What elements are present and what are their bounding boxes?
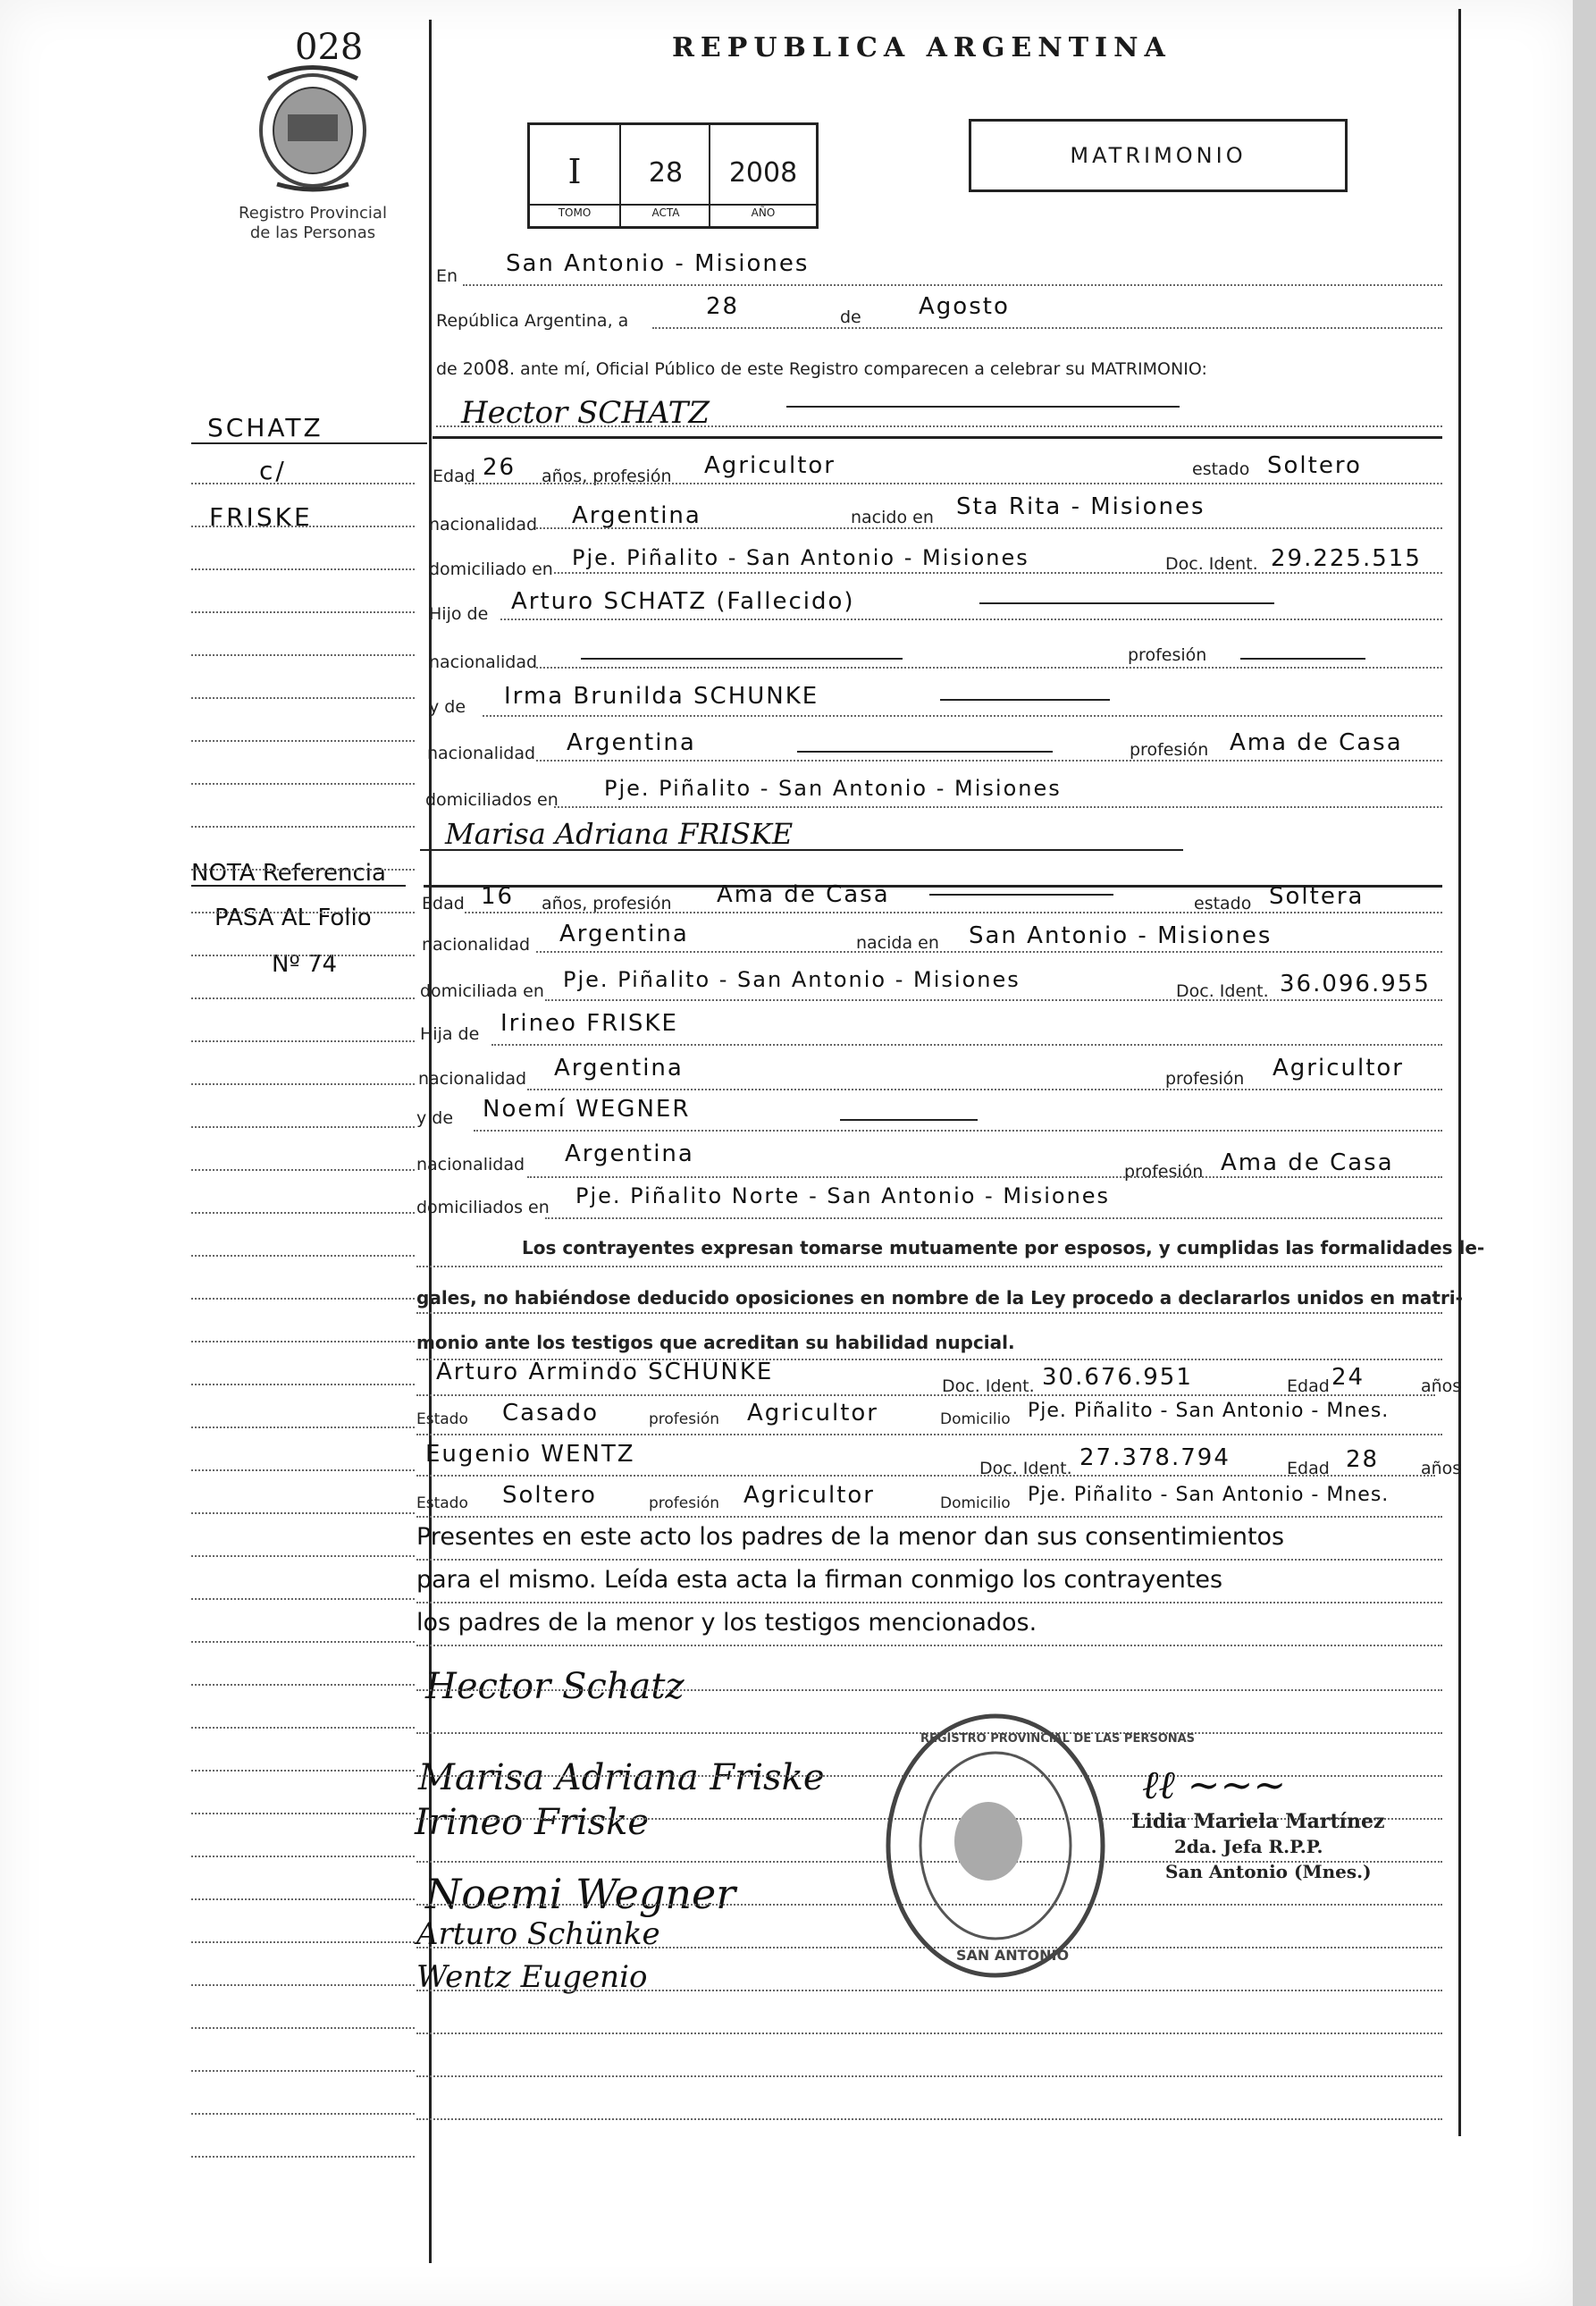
witness-1-profession: Agricultor (747, 1400, 878, 1427)
groom-status: Soltero (1267, 452, 1362, 479)
official-block: Lidia Mariela Martínez 2da. Jefa R.P.P. San Antonio (Mnes.) (1131, 1810, 1385, 1882)
groom-father: Arturo SCHATZ (Fallecido) (511, 588, 855, 615)
margin-note-3: Nº 74 (272, 951, 338, 978)
margin-note-2: PASA AL Folio (214, 905, 372, 931)
witness-1-status: Casado (502, 1400, 599, 1427)
signature-bride: Marisa Adriana Friske (418, 1757, 825, 1798)
groom-mother: Irma Brunilda SCHUNKE (504, 683, 819, 710)
signature-ruled-line (416, 1990, 1442, 1991)
witness-2-doc: 27.378.794 (1079, 1444, 1231, 1471)
country-title: REPUBLICA ARGENTINA (672, 32, 1172, 63)
groom-parents-address: Pje. Piñalito - San Antonio - Misiones (604, 776, 1062, 801)
margin-ruled-line (191, 1512, 415, 1514)
bride-mother: Noemí WEGNER (483, 1096, 691, 1123)
margin-ruled-line (191, 526, 415, 527)
margin-ruled-line (191, 611, 415, 613)
stamp-text-bottom: SAN ANTONIO (956, 1947, 1070, 1964)
margin-ruled-line (191, 955, 415, 956)
groom-age: 26 (483, 454, 517, 481)
bride-father-nationality: Argentina (554, 1055, 684, 1081)
margin-ruled-line (191, 783, 415, 785)
margin-ruled-line (191, 1212, 415, 1214)
margin-ruled-line (191, 483, 415, 484)
margin-ruled-line (191, 2113, 415, 2115)
margin-ruled-line (191, 1684, 415, 1686)
margin-ruled-line (191, 1083, 415, 1085)
margin-ruled-line (191, 1341, 415, 1342)
groom-mother-profession: Ama de Casa (1230, 729, 1403, 756)
act-type-box: MATRIMONIO (969, 119, 1348, 192)
margin-ruled-line (191, 1469, 415, 1471)
signature-ruled-line (416, 2075, 1442, 2077)
bride-parents-address: Pje. Piñalito Norte - San Antonio - Misiones (575, 1183, 1111, 1208)
groom-profession: Agricultor (704, 452, 836, 479)
document-sheet: 028 Registro Provincial de las Personas REPUBLICA ARGENTINA I 28 2008 TOMO ACTA AÑO MATRIMONIO SCHATZ c/ FRISKE NOTA Referencia PASA AL Folio Nº 74 En San Antonio - Misiones República Argentina, a 28 de Agosto de 2008. ante mí, Oficial Público de este Registro comparecen a celebrar su MATRIMONIO: Hector SCHATZ Edad 26 años, profesión Agricultor estado Soltero nacionalidad Argentina nacido en Sta Rita - Misiones domiciliado en Pje. Piñalito - San Antonio - Misiones Doc. Ident. 29.225.515 Hijo de Arturo SCHATZ (Fallecido) nacionalidad profesión y de Irma Brunilda SCHUNKE nacionalidad Argentina profesión Ama de Casa domiciliados en Pje. Piñalito - San Antonio - Misiones Marisa Adriana FRISKE Edad 16 años, profesión Ama de Casa estado Soltera nacionalidad Argentina nacida en San Antonio - Misiones domiciliada en Pje. Piñalito - San Antonio - Misiones Doc. Ident. 36.096.955 Hija de Irineo FRISKE nacionalidad Argentina profesión Agricultor y de Noemí WEGNER nacionalidad Argentina profesión Ama de Casa domiciliados en Pje. Piñalito Norte - San Antonio - Misiones Los contrayentes expresan tomarse mutuamente por esposos, y cumplidas las formalidades le- gales, no habiéndose deducido oposiciones en nombre de la Ley procedo a declararlos unidos en matri- monio ante los testigos que acreditan su habilidad nupcial. Arturo Armindo SCHUNKE Doc. Ident. 30.676.951 Edad 24 años Estado Casado profesión Agricultor Domicilio Pje. Piñalito - San Antonio - Mnes. Eugenio WENTZ Doc. Ident. 27.378.794 Edad 28 años Estado Soltero profesión Agricultor Domicilio Pje. Piñalito - San Antonio - Mnes. Presentes en este acto los padres de la menor dan sus consentimientos para el mismo. Leída esta acta la firman conmigo los contrayentes los padres de la menor y los testigos mencionados. Hector Schatz Marisa Adriana Friske Irineo Friske Noemi Wegner Arturo Schünke Wentz Eugenio REGISTRO PROVINCIAL DE LAS PERSONAS SAN ANTONIO ℓℓ ~~~ Lidia Mariela Martínez 2da. Jefa R.P.P. San Antonio (Mnes.) (0, 0, 1573, 2306)
margin-ruled-line (191, 1298, 415, 1300)
note-line-1: Presentes en este acto los padres de la menor dan sus consentimientos (416, 1523, 1285, 1551)
signature-bride-mother: Noemi Wegner (425, 1870, 736, 1918)
margin-ruled-line (191, 912, 415, 913)
right-rule (1458, 9, 1461, 2136)
groom-birthplace: Sta Rita - Misiones (956, 493, 1205, 520)
official-round-stamp (879, 1707, 1112, 1984)
witness-2-status: Soltero (502, 1482, 597, 1509)
margin-note-1: NOTA Referencia (191, 860, 386, 887)
bride-father: Irineo FRISKE (500, 1010, 678, 1037)
bride-birthplace: San Antonio - Misiones (969, 922, 1273, 949)
margin-ruled-line (191, 740, 415, 742)
bride-doc: 36.096.955 (1280, 971, 1431, 997)
groom-mother-nationality: Argentina (567, 729, 696, 756)
margin-ruled-line (191, 1598, 415, 1600)
declaration-line-2: gales, no habiéndose deducido oposiciones en nombre de la Ley procedo a declararlos unidos en matri- (416, 1287, 1463, 1309)
margin-ruled-line (191, 1040, 415, 1042)
witness-2-profession: Agricultor (743, 1482, 875, 1509)
bride-age: 16 (481, 883, 515, 910)
margin-ruled-line (191, 654, 415, 656)
margin-ruled-line (191, 826, 415, 828)
margin-ruled-line (191, 1384, 415, 1385)
reference-box: I 28 2008 TOMO ACTA AÑO (527, 122, 819, 229)
declaration-line-1: Los contrayentes expresan tomarse mutuamente por esposos, y cumplidas las formalidades le- (522, 1237, 1485, 1258)
acta-value: 28 (648, 157, 684, 189)
official-signature-icon: ℓℓ ~~~ (1142, 1763, 1287, 1808)
margin-ruled-line (191, 1255, 415, 1257)
marriage-month: Agosto (919, 293, 1010, 320)
declaration-line-3: monio ante los testigos que acreditan su habilidad nupcial. (416, 1332, 1015, 1353)
bride-father-profession: Agricultor (1273, 1055, 1404, 1081)
bride-name: Marisa Adriana FRISKE (445, 817, 794, 851)
margin-ruled-line (191, 1641, 415, 1643)
witness-1-address: Pje. Piñalito - San Antonio - Mnes. (1028, 1400, 1390, 1422)
margin-ruled-line (191, 869, 415, 871)
signature-groom: Hector Schatz (425, 1666, 685, 1707)
signature-ruled-line (416, 1689, 1442, 1691)
witness-2-address: Pje. Piñalito - San Antonio - Mnes. (1028, 1484, 1390, 1506)
signature-bride-father: Irineo Friske (415, 1802, 650, 1843)
witness-1-doc: 30.676.951 (1042, 1364, 1193, 1391)
margin-ruled-line (191, 1813, 415, 1814)
margin-ruled-line (191, 1169, 415, 1171)
groom-nationality: Argentina (572, 502, 701, 529)
note-line-2: para el mismo. Leída esta acta la firman conmigo los contrayentes (416, 1566, 1223, 1594)
marriage-place: San Antonio - Misiones (506, 250, 810, 277)
provincial-seal-icon (241, 61, 384, 195)
margin-ruled-line (191, 2070, 415, 2072)
ano-value: 2008 (728, 157, 798, 189)
margin-ruled-line (191, 1941, 415, 1943)
margin-ruled-line (191, 1770, 415, 1772)
margin-ruled-line (191, 1427, 415, 1428)
signature-witness-2: Wentz Eugenio (416, 1959, 648, 1995)
groom-name: Hector SCHATZ (461, 395, 710, 431)
groom-address: Pje. Piñalito - San Antonio - Misiones (572, 545, 1029, 570)
bride-nationality: Argentina (559, 921, 689, 947)
bride-address: Pje. Piñalito - San Antonio - Misiones (563, 967, 1021, 992)
bride-profession: Ama de Casa (717, 881, 890, 908)
bride-mother-nationality: Argentina (565, 1140, 694, 1167)
margin-bride-name: FRISKE (209, 502, 313, 532)
margin-ruled-line (191, 997, 415, 999)
bride-status: Soltera (1269, 883, 1365, 910)
witness-2-age: 28 (1346, 1446, 1380, 1473)
bride-mother-profession: Ama de Casa (1221, 1149, 1394, 1176)
margin-ruled-line (191, 1898, 415, 1900)
groom-doc: 29.225.515 (1271, 545, 1422, 572)
margin-groom-name: SCHATZ (207, 413, 323, 442)
margin-ruled-line (191, 697, 415, 699)
margin-ruled-line (191, 1126, 415, 1128)
marriage-year: 08 (483, 358, 509, 380)
witness-1-name: Arturo Armindo SCHUNKE (436, 1359, 774, 1385)
witness-1-age: 24 (1331, 1364, 1365, 1391)
margin-ruled-line (191, 568, 415, 570)
folio-number: 028 (295, 27, 364, 68)
margin-conector: c/ (259, 456, 287, 485)
margin-ruled-line (191, 1555, 415, 1557)
signature-ruled-line (416, 2118, 1442, 2120)
margin-ruled-line (191, 2156, 415, 2158)
signature-witness-1: Arturo Schünke (416, 1916, 660, 1952)
witness-2-name: Eugenio WENTZ (425, 1441, 635, 1468)
margin-ruled-line (191, 2027, 415, 2029)
stamp-text-top: REGISTRO PROVINCIAL DE LAS PERSONAS (920, 1732, 1196, 1746)
margin-ruled-line (191, 1727, 415, 1729)
signature-ruled-line (416, 2032, 1442, 2034)
note-line-3: los padres de la menor y los testigos mencionados. (416, 1609, 1037, 1637)
registry-label: Registro Provincial de las Personas (239, 204, 387, 242)
tomo-value: I (567, 152, 582, 191)
margin-ruled-line (191, 1984, 415, 1986)
margin-ruled-line (191, 1856, 415, 1857)
marriage-day: 28 (706, 293, 740, 320)
